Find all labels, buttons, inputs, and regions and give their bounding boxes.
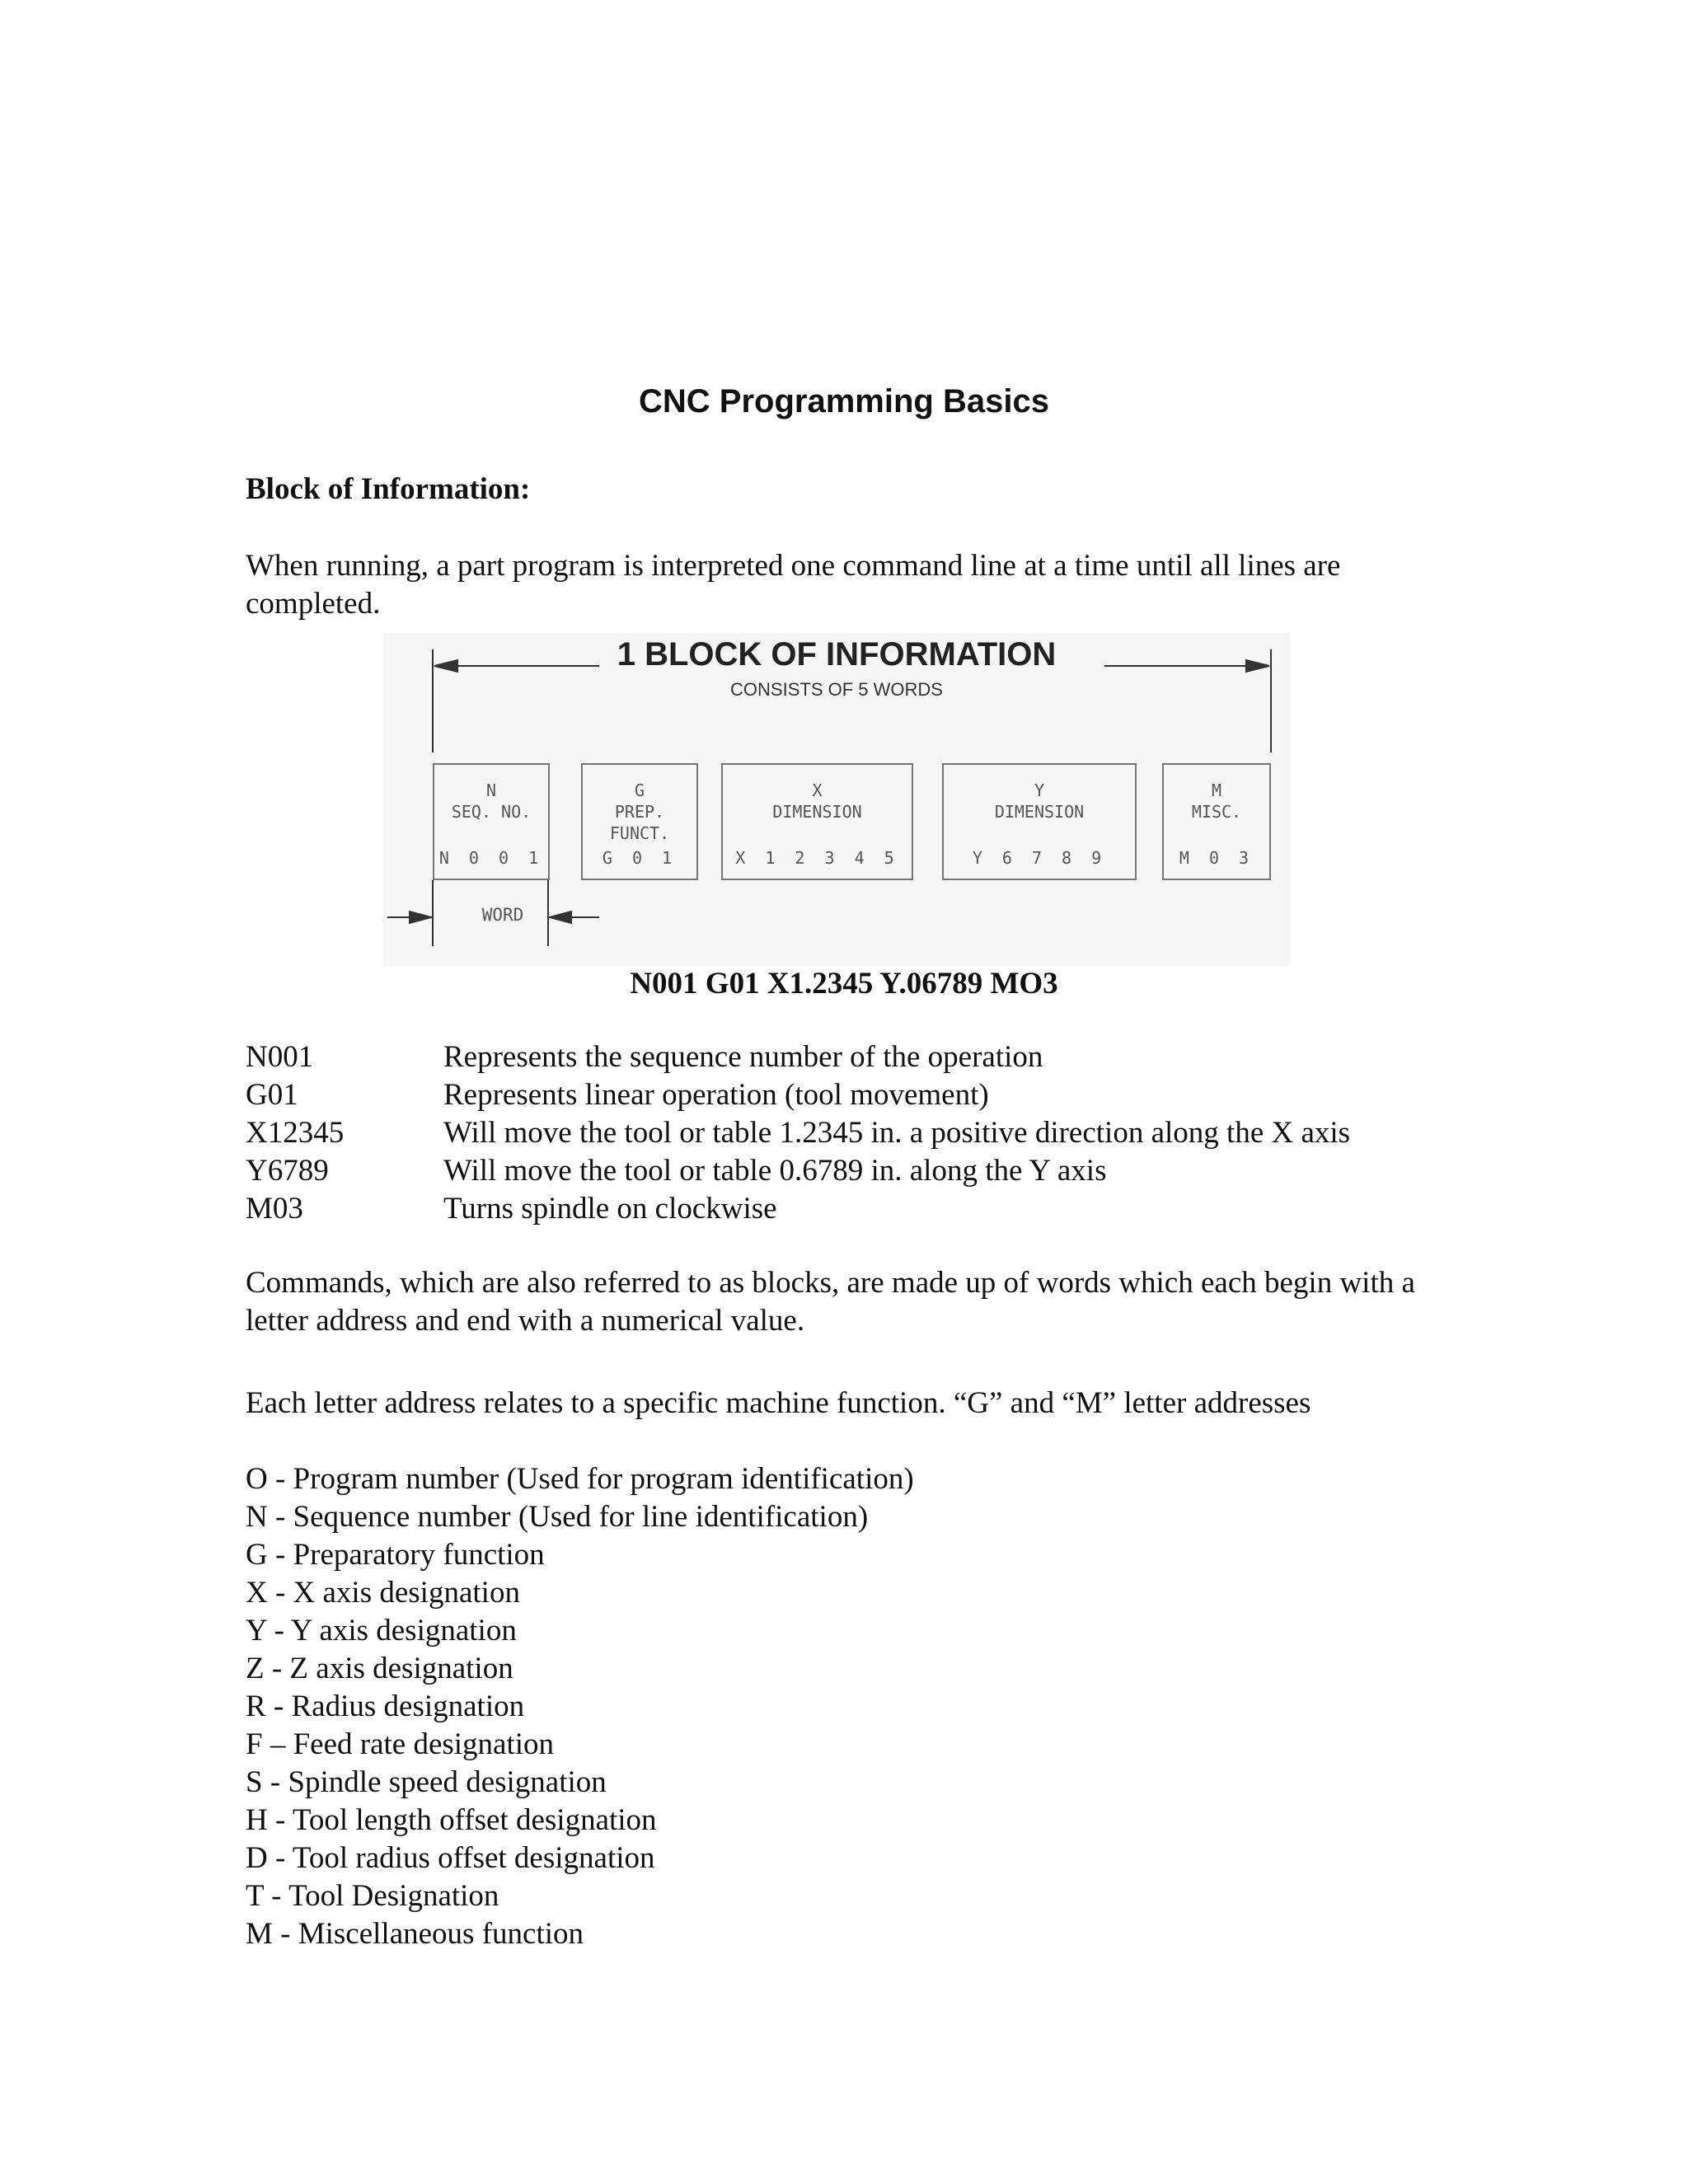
block-diagram [383, 633, 1290, 967]
word-description: SEQ. NO. [451, 802, 532, 822]
letter-address-section [246, 1385, 1441, 1953]
definition-code: M03 [246, 1192, 303, 1226]
definition-code: N001 [246, 1040, 314, 1074]
definition-text: Will move the tool or table 1.2345 in. a positive direction along the X axis [443, 1116, 1351, 1150]
section-heading: Block of Information: [246, 472, 531, 506]
intro-paragraph: When running, a part program is interpreted one command line at a time until all lines are completed. [246, 549, 1341, 621]
word-letter: G [634, 780, 645, 800]
word-box-x [721, 763, 913, 880]
diagram-subtitle: CONSISTS OF 5 WORDS [730, 679, 943, 700]
list-item: N - Sequence number (Used for line identification) [246, 1500, 869, 1534]
list-item: Y - Y axis designation [246, 1614, 517, 1647]
word-label: WORD [481, 905, 524, 925]
word-box-m [1162, 763, 1271, 880]
spacer [246, 1422, 1441, 1460]
list-item: H - Tool length offset designation [246, 1803, 657, 1837]
definitions-list [246, 1038, 1432, 1228]
list-item: G - Preparatory function [246, 1538, 545, 1572]
word-description: DIMENSION [994, 802, 1085, 822]
word-box-g [581, 763, 698, 880]
definition-row [246, 1114, 1432, 1152]
word-description: DIMENSION [772, 802, 862, 822]
word-description: MISC. [1191, 802, 1242, 822]
word-value: N 0 0 1 [438, 848, 544, 868]
word-value: M 0 3 [1179, 848, 1254, 868]
word-description-2: FUNCT. [609, 823, 670, 843]
letters-paragraph: Each letter address relates to a specific machine function. “G” and “M” letter addresses [246, 1386, 1311, 1420]
definition-text: Will move the tool or table 0.6789 in. along the Y axis [443, 1154, 1107, 1188]
list-item: Z - Z axis designation [246, 1652, 513, 1685]
list-item: O - Program number (Used for program identification) [246, 1462, 914, 1496]
list-item: S - Spindle speed designation [246, 1765, 607, 1799]
word-right-arrow-icon [550, 912, 571, 923]
word-value: Y 6 7 8 9 [972, 848, 1107, 868]
definition-row [246, 1190, 1432, 1228]
list-item: D - Tool radius offset designation [246, 1841, 655, 1875]
list-item: T - Tool Designation [246, 1879, 499, 1913]
diagram-title: 1 BLOCK OF INFORMATION [617, 636, 1057, 673]
word-letter: Y [1034, 780, 1045, 800]
commands-paragraph: Commands, which are also referred to as blocks, are made up of words which each begin with a letter address and end with a numerical value. [246, 1266, 1415, 1338]
word-value: G 0 1 [602, 848, 678, 868]
word-letter: N [485, 780, 497, 800]
definition-row [246, 1038, 1432, 1076]
definition-code: X12345 [246, 1116, 345, 1150]
definition-code: Y6789 [246, 1154, 329, 1188]
definition-row [246, 1152, 1432, 1190]
list-item: F – Feed rate designation [246, 1727, 555, 1761]
definition-row [246, 1076, 1432, 1114]
page-title: CNC Programming Basics [639, 383, 1049, 419]
word-letter: X [812, 780, 823, 800]
definition-text: Represents linear operation (tool movement) [443, 1078, 989, 1112]
definition-code: G01 [246, 1078, 298, 1112]
definition-text: Turns spindle on clockwise [443, 1192, 777, 1226]
word-box-y [942, 763, 1137, 880]
word-box-n [433, 763, 550, 880]
example-block: N001 G01 X1.2345 Y.06789 MO3 [630, 967, 1058, 1001]
word-left-arrow-icon [410, 912, 431, 923]
word-description: PREP. [614, 802, 665, 822]
list-item: X - X axis designation [246, 1576, 520, 1610]
list-item: R - Radius designation [246, 1690, 525, 1723]
word-letter: M [1211, 780, 1222, 800]
list-item: M - Miscellaneous function [246, 1917, 584, 1951]
word-value: X 1 2 3 4 5 [735, 848, 899, 868]
definition-text: Represents the sequence number of the operation [443, 1040, 1043, 1074]
